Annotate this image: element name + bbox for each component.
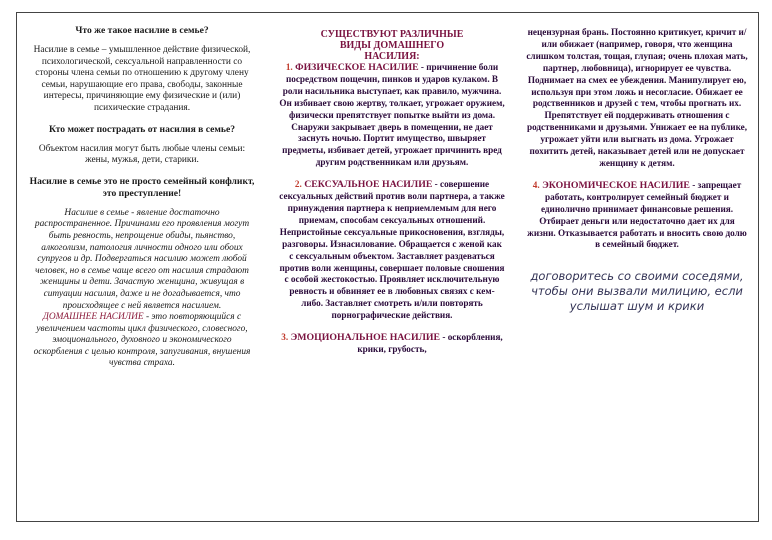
call-police-advice: договоритесь со своими соседями, чтобы они вызвали милицию, если услышат шум и крики — [530, 269, 744, 314]
sexual-violence-title: СЕКСУАЛЬНОЕ НАСИЛИЕ — [301, 179, 433, 191]
sexual-violence-section — [279, 179, 505, 322]
emotional-violence-title: ЭМОЦИОНАЛЬНОЕ НАСИЛИЕ — [288, 332, 441, 344]
economic-violence-text: - запрещает работать, контролирует семейный бюджет и единолично принимает финансовые решения. Отбирает деньги или недостаточно дает их для жизни. Отказывается работать и вносить свою долю в семейный бюджет. — [527, 179, 747, 250]
question-what-is-violence: Что же такое насилие в семье? — [75, 25, 209, 36]
sexual-violence-text: - совершение сексуальных действий против воли партнера, а также принуждения партнера к неприемлемым для него приемам, способам сексуальных отношений. Непристойные сексуальные прикосновения, взгляды, разговоры. Изнасилование. Обращается с женой как с сексуальным объектом. Заставляет раздеваться против воли женщины, совершает половые сношения с особой жестокостью. Проявляет исключительную ревность и обвиняет ее в любовных связях с кем-либо. Заставляет смотреть и/или повторять порнографические действия. — [279, 179, 505, 321]
brochure-frame — [16, 12, 759, 522]
physical-violence-text: - причинение боли посредством пощечин, пинков и ударов кулаком. В роли насильника выступает, как правило, мужчина. Он избивает свою жертву, толкает, угрожает оружием, физически препятствует попытке выйти из дома. Снаружи закрывает дверь в помещении, не дает заснуть ночью. Портит имущество, швыряет предметы, избивает детей, угрожает причинить вред другим родственникам или друзьям. — [279, 62, 505, 168]
domestic-violence-title: ДОМАШНЕЕ НАСИЛИЕ — [42, 312, 144, 323]
section-number-2: 2. — [294, 179, 302, 190]
middle-column — [279, 29, 505, 356]
emotional-violence-continued: нецензурная брань. Постоянно критикует, кричит и/или обижает (например, говоря, что женщина слишком толстая, тощая, глупая; очень плохая мать, партнер, любовница), игнорирует ее чувства. Поднимает на смех ее убеждения. Манипулирует ею, используя при этом ложь и несогласие. Обижает ее родственников и друзей с тем, чтобы прогнать их. Препятствует ей поддерживать отношения с родственниками и друзьями. Унижает ее на публике, угрожает уйти или выгнать из дома. Угрожает похитить детей, наказывает детей или не допускает женщину к детям. — [526, 27, 748, 168]
physical-violence-section — [279, 62, 505, 169]
emotional-violence-section — [279, 332, 505, 356]
domestic-violence-text: - это повторяющийся с увеличением частоты цикл физического, словесного, эмоционального, духовного и экономического оскорбления с целью контроля, запугивания, внушения чувства страха. — [33, 312, 251, 369]
causes-paragraph: Насилие в семье - явление достаточно распространенное. Причинами его проявления могут быть ревность, непрощение обиды, пьянство, алкоголизм, патология личности одного или обоих супругов и др. Подвергаться насилию может любой человек, но в семье чаще всего от насилия страдают женщины и дети. Зачастую женщина, живущая в ситуации насилия, даже и не догадывается, что происходящее с ней является насилием. — [34, 207, 250, 311]
question-who-suffers: Кто может пострадать от насилия в семье? — [48, 123, 236, 135]
victims-paragraph: Объектом насилия могут быть любые члены семьи: жены, мужья, дети, старики. — [38, 143, 246, 166]
section-number-1: 1. — [285, 62, 293, 72]
economic-violence-section — [524, 180, 750, 251]
section-number-4: 4. — [532, 179, 540, 190]
economic-violence-title: ЭКОНОМИЧЕСКОЕ НАСИЛИЕ — [539, 179, 690, 191]
domestic-violence-definition — [27, 312, 257, 370]
emotional-violence-text: - оскорбления, крики, грубость, — [357, 332, 503, 354]
definition-paragraph: Насилие в семье – умышленное действие физической, психологической, сексуальной направленности со стороны члена семьи по отношению к другому члену семьи, нарушающие его права, свободы, законные интересы, причиняющие ему физические и (или) психические страдания. — [33, 45, 251, 113]
physical-violence-title: ФИЗИЧЕСКОЕ НАСИЛИЕ — [292, 62, 419, 73]
section-number-3: 3. — [281, 332, 289, 343]
left-column — [27, 25, 257, 370]
types-heading: СУЩЕСТВУЮТ РАЗЛИЧНЫЕ ВИДЫ ДОМАШНЕГО НАСИЛИЯ: — [320, 29, 464, 62]
crime-statement: Насилие в семье это не просто семейный конфликт, это преступление! — [29, 175, 255, 199]
right-column — [524, 27, 750, 314]
